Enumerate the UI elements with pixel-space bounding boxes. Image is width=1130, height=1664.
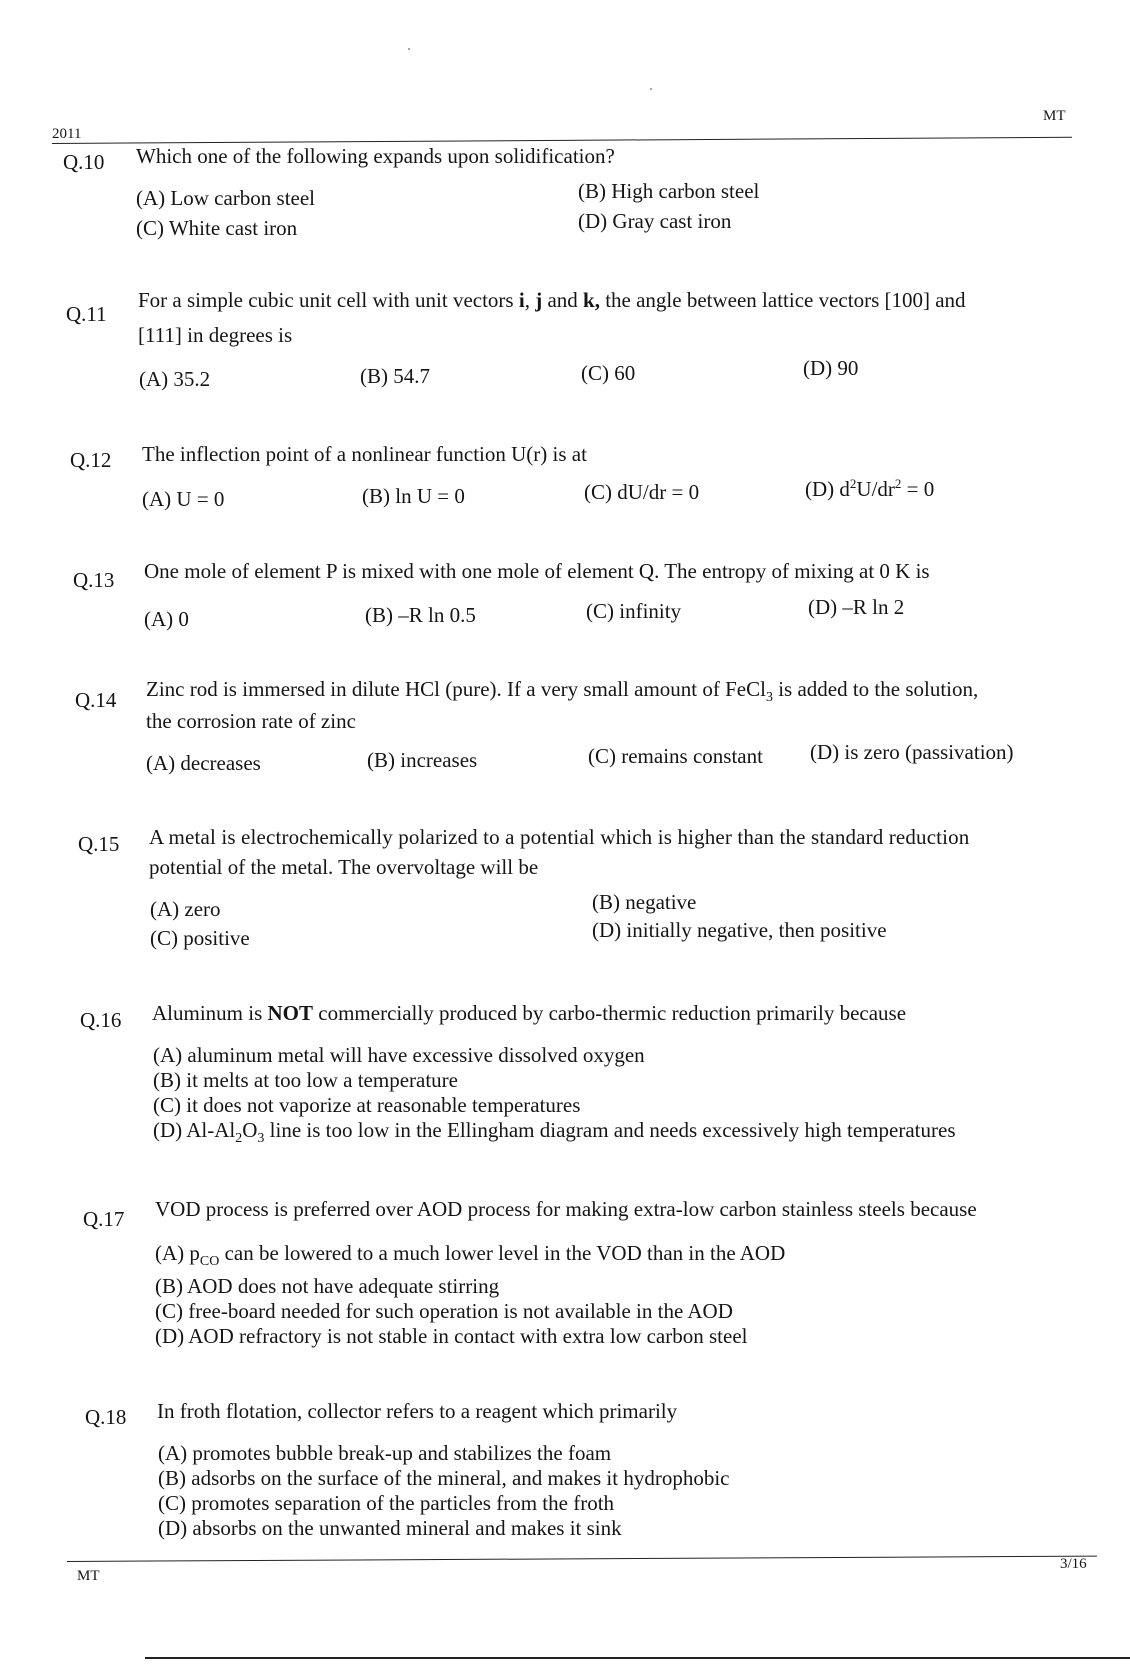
option-c: (C) free-board needed for such operation is not available in the AOD (155, 1299, 733, 1324)
bottom-edge-rule (145, 1657, 1130, 1659)
option-b: (B) High carbon steel (578, 179, 760, 203)
question-text-line2: [111] in degrees is (138, 323, 293, 347)
footer-page-number: 3/16 (1060, 1556, 1087, 1572)
scan-speck (408, 48, 410, 50)
option-list (158, 1441, 730, 1541)
option-d: (D) –R ln 2 (808, 595, 905, 619)
option-b: (B) ln U = 0 (362, 484, 465, 508)
option-c: (C) dU/dr = 0 (584, 480, 700, 504)
option-d: (D) initially negative, then positive (592, 918, 887, 942)
option-a: (A) Low carbon steel (136, 186, 316, 210)
header-paper-code: MT (1043, 108, 1066, 124)
question-text: Aluminum is NOT commercially produced by carbo-thermic reduction primarily because (152, 1001, 907, 1025)
option-b: (B) 54.7 (360, 364, 430, 388)
question-text: Which one of the following expands upon solidification? (136, 144, 615, 168)
option-c: (C) infinity (586, 599, 682, 623)
option-a: (A) 35.2 (139, 367, 211, 391)
option-d: (D) $Al-Al_2O_3$ line is too low in the Ellingham diagram and needs excessively high temperatures (153, 1118, 956, 1147)
option-d: (D) $d^2U/dr^2 = 0$ (805, 476, 935, 501)
option-c: (C) 60 (581, 361, 636, 385)
option-b: (B) –R ln 0.5 (365, 603, 476, 627)
option-b: (B) negative (592, 890, 697, 914)
option-c: (C) promotes separation of the particles from the froth (158, 1491, 615, 1515)
option-c: (C) positive (150, 926, 250, 950)
option-b: (B) adsorbs on the surface of the mineral, and makes it hydrophobic (158, 1466, 730, 1490)
option-c: (C) remains constant (588, 744, 763, 768)
question-text: Zinc rod is immersed in dilute HCl (pure). If a very small amount of FeCl$_3$ is added to the solution, (146, 677, 979, 706)
option-a: (A) aluminum metal will have excessive dissolved oxygen (153, 1043, 645, 1067)
option-list (153, 1043, 956, 1151)
question-text: VOD process is preferred over AOD process for making extra-low carbon stainless steels because (155, 1197, 977, 1221)
question-text-line2: potential of the metal. The overvoltage will be (149, 855, 539, 879)
option-b: (B) it melts at too low a temperature (153, 1068, 458, 1092)
question-number: Q.18 (85, 1405, 127, 1429)
option-d: (D) is zero (passivation) (810, 740, 1014, 764)
question-text: The inflection point of a nonlinear function U(r) is at (142, 442, 587, 466)
option-a: (A) 0 (144, 607, 189, 631)
question-text-line2: the corrosion rate of zinc (146, 709, 356, 733)
question-number: Q.17 (83, 1207, 125, 1231)
footer-paper-code: MT (77, 1568, 100, 1584)
question-number: Q.10 (63, 150, 105, 174)
scan-speck (650, 88, 652, 90)
question-number: Q.13 (73, 568, 115, 592)
question-number: Q.12 (70, 448, 112, 472)
question-number: Q.14 (75, 688, 117, 712)
option-b: (B) increases (367, 748, 478, 772)
question-number: Q.16 (80, 1008, 122, 1032)
question-text: One mole of element P is mixed with one mole of element Q. The entropy of mixing at 0 K is (144, 559, 930, 583)
option-d: (D) AOD refractory is not stable in contact with extra low carbon steel (155, 1324, 748, 1349)
question-number: Q.15 (78, 832, 120, 856)
option-a: (A) decreases (146, 751, 261, 775)
question-text: For a simple cubic unit cell with unit vectors i, j and k, the angle between lattice vectors [100] and (138, 288, 966, 312)
question-number: Q.11 (66, 302, 107, 326)
option-d: (D) absorbs on the unwanted mineral and makes it sink (158, 1516, 622, 1540)
option-c: (C) White cast iron (136, 216, 298, 240)
option-c: (C) it does not vaporize at reasonable temperatures (153, 1093, 581, 1117)
option-d: (D) Gray cast iron (578, 209, 732, 233)
option-d: (D) 90 (803, 356, 859, 380)
header-year: 2011 (52, 126, 82, 142)
question-text: In froth flotation, collector refers to a reagent which primarily (157, 1399, 678, 1423)
option-b: (B) AOD does not have adequate stirring (155, 1274, 500, 1299)
option-a: (A) U = 0 (142, 487, 225, 511)
footer-rule (67, 1556, 1097, 1562)
option-list (155, 1241, 785, 1349)
option-a: (A) $p_{CO}$ can be lowered to a much lower level in the VOD than in the AOD (155, 1241, 786, 1270)
option-a: (A) zero (150, 897, 221, 921)
question-text: A metal is electrochemically polarized to a potential which is higher than the standard reduction (149, 825, 970, 849)
option-a: (A) promotes bubble break-up and stabilizes the foam (158, 1441, 612, 1465)
